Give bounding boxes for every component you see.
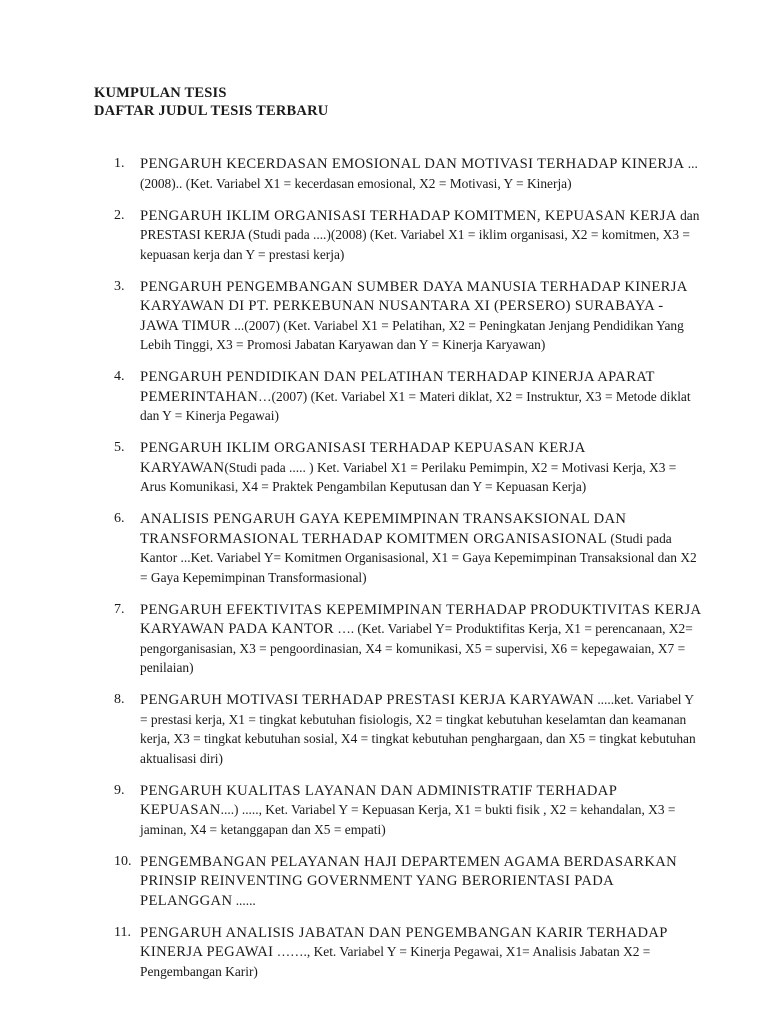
list-item <box>94 278 702 356</box>
list-item <box>94 155 702 194</box>
item-details: ...(2007) (Ket. Variabel X1 = Pelatihan, X2 = Peningkatan Jenjang Pendidikan Yang Lebih Tinggi, X3 = Promosi Jabatan Karyawan dan Y = Kinerja Karyawan) <box>140 317 684 352</box>
item-number: 10. <box>114 853 132 869</box>
item-title: PENGEMBANGAN PELAYANAN HAJI DEPARTEMEN AGAMA BERDASARKAN PRINSIP REINVENTING GOVERNMENT YANG BERORIENTASI PADA PELANGGAN <box>140 853 677 909</box>
item-details: (Studi pada Kantor ...Ket. Variabel Y= Komitmen Organisasional, X1 = Gaya Kepemimpinan Transaksional dan X2 = Gaya Kepemimpinan Transformasional) <box>140 530 697 585</box>
list-item <box>94 601 702 679</box>
item-details: ...(2008).. (Ket. Variabel X1 = kecerdasan emosional, X2 = Motivasi, Y = Kinerja) <box>140 156 698 191</box>
list-item <box>94 853 702 912</box>
item-details: ....) ....., Ket. Variabel Y = Kepuasan Kerja, X1 = bukti fisik , X2 = kehandalan, X3 = jaminan, X4 = ketanggapan dan X5 = empati) <box>140 802 676 837</box>
item-number: 9. <box>114 782 125 798</box>
heading-line-2: DAFTAR JUDUL TESIS TERBARU <box>94 103 329 119</box>
item-title: PENGARUH ANALISIS JABATAN DAN PENGEMBANGAN KARIR TERHADAP KINERJA PEGAWAI <box>140 924 668 960</box>
item-title: PENGARUH KECERDASAN EMOSIONAL DAN MOTIVASI TERHADAP KINERJA <box>140 156 685 172</box>
item-number: 6. <box>114 511 125 526</box>
item-details: …(2007) (Ket. Variabel X1 = Materi diklat, X2 = Instruktur, X3 = Metode diklat dan Y = Kinerja Pegawai) <box>140 388 691 423</box>
item-title: PENGARUH MOTIVASI TERHADAP PRESTASI KERJA KARYAWAN <box>140 692 594 708</box>
list-item <box>94 510 702 588</box>
document-heading <box>94 84 328 120</box>
item-title: PENGARUH PENGEMBANGAN SUMBER DAYA MANUSIA TERHADAP KINERJA KARYAWAN DI PT. PERKEBUNAN NUSANTARA XI (PERSERO) SURABAYA - JAWA TIMUR <box>140 278 687 334</box>
item-details: ...... <box>232 892 256 908</box>
list-item <box>94 207 702 266</box>
item-title: ANALISIS PENGARUH GAYA KEPEMIMPINAN TRANSAKSIONAL DAN TRANSFORMASIONAL TERHADAP KOMITMEN ORGANISASIONAL <box>140 511 627 547</box>
list-item <box>94 439 702 498</box>
item-details: dan PRESTASI KERJA (Studi pada ....)(2008) (Ket. Variabel X1 = iklim organisasi, X2 = komitmen, X3 = kepuasan kerja dan Y = prestasi kerja) <box>140 207 700 262</box>
item-title: PENGARUH KUALITAS LAYANAN DAN ADMINISTRATIF TERHADAP KEPUASAN <box>140 782 617 818</box>
item-number: 1. <box>114 156 125 171</box>
item-details: ……., Ket. Variabel Y = Kinerja Pegawai, X1= Analisis Jabatan X2 = Pengembangan Karir) <box>140 944 651 979</box>
heading-line-1: KUMPULAN TESIS <box>94 85 227 101</box>
item-number: 7. <box>114 601 125 617</box>
item-title: PENGARUH IKLIM ORGANISASI TERHADAP KEPUASAN KERJA KARYAWAN <box>140 440 585 476</box>
item-title: PENGARUH EFEKTIVITAS KEPEMIMPINAN TERHADAP PRODUKTIVITAS KERJA KARYAWAN PADA KANTOR <box>140 601 701 637</box>
item-details: (Studi pada ..... ) Ket. Variabel X1 = Perilaku Pemimpin, X2 = Motivasi Kerja, X3 = Arus Komunikasi, X4 = Praktek Pengambilan Keputusan dan Y = Kepuasan Kerja) <box>140 459 677 494</box>
item-number: 8. <box>114 692 125 707</box>
item-details: .....ket. Variabel Y = prestasi kerja, X1 = tingkat kebutuhan fisiologis, X2 = tingkat kebutuhan keselamtan dan keamanan kerja, X3 = tingkat kebutuhan sosial, X4 = tingkat kebutuhan penghargaan, dan X5 = tingkat kebutuhan aktualisasi diri) <box>140 692 696 766</box>
list-item <box>94 691 702 769</box>
item-title: PENGARUH IKLIM ORGANISASI TERHADAP KOMITMEN, KEPUASAN KERJA <box>140 207 677 224</box>
item-number: 3. <box>114 278 125 294</box>
item-details: …. (Ket. Variabel Y= Produktifitas Kerja, X1 = perencanaan, X2= pengorganisasian, X3 = pengoordinasian, X4 = komunikasi, X5 = supervisi, X6 = kepegawaian, X7 = penilaian) <box>140 621 693 675</box>
item-number: 11. <box>114 924 131 940</box>
item-number: 2. <box>114 207 125 223</box>
item-number: 5. <box>114 440 125 455</box>
list-item <box>94 782 702 841</box>
item-title: PENGARUH PENDIDIKAN DAN PELATIHAN TERHADAP KINERJA APARAT PEMERINTAHAN <box>140 369 655 405</box>
list-item <box>94 368 702 427</box>
item-number: 4. <box>114 369 125 384</box>
list-item <box>94 924 702 983</box>
thesis-title-list <box>94 155 702 995</box>
